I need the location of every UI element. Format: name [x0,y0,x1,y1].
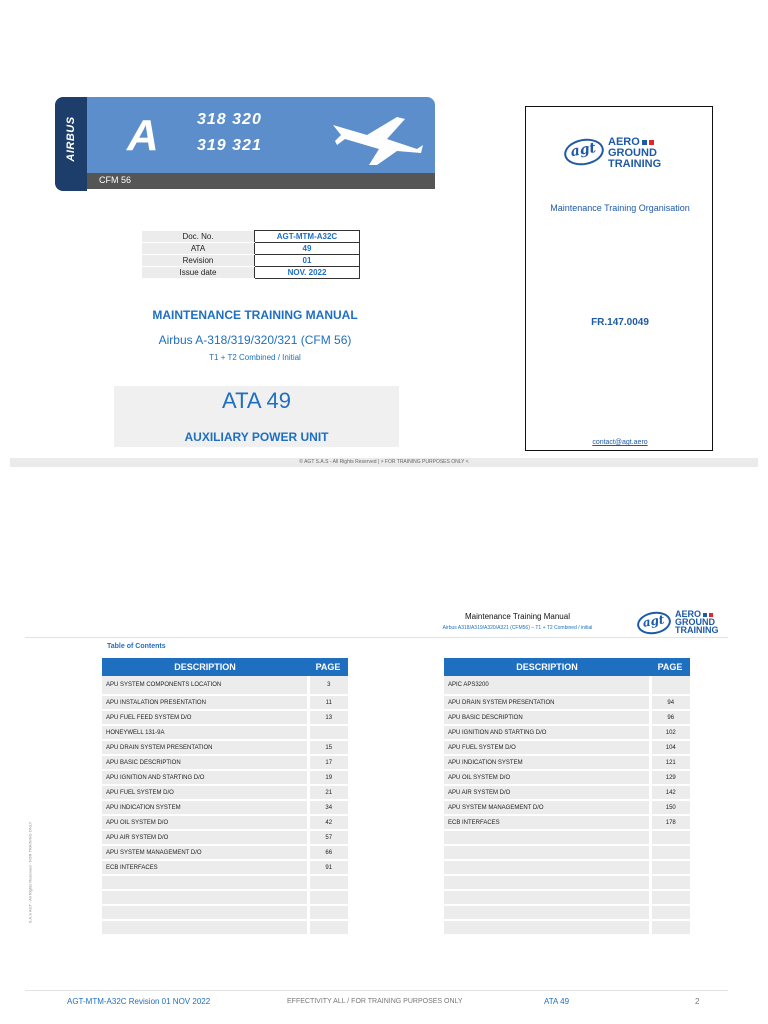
toc-row-description: APU DRAIN SYSTEM PRESENTATION [102,740,308,755]
toc-row [102,725,348,740]
toc-row-description [444,860,650,875]
toc-row-page [308,875,348,890]
contact-email-link[interactable]: contact@agt.aero [592,439,648,446]
toc-row-page: 66 [308,845,348,860]
banner-models-2: 319 321 [197,137,262,154]
toc-row [444,785,690,800]
toc-row [102,860,348,875]
copyright-text: © AGT S.A.S - All Rights Reserved | > FOR TRAINING PURPOSES ONLY < [299,459,469,465]
toc-row-page: 150 [650,800,690,815]
toc-row [444,905,690,920]
toc-row [444,845,690,860]
toc-row [444,676,690,695]
airbus-banner [55,97,435,191]
toc-row-description: APU SYSTEM MANAGEMENT D/O [444,800,650,815]
toc-row-description [444,830,650,845]
toc-header-page: PAGE [650,658,690,676]
toc-row-description: APU IGNITION AND STARTING D/O [102,770,308,785]
toc-row-description [444,905,650,920]
toc-row [444,875,690,890]
footer-doc-ref: AGT-MTM-A32C Revision 01 NOV 2022 [67,997,211,1006]
doc-info-label: ATA [142,243,255,255]
toc-row [444,755,690,770]
footer-page-number: 2 [695,997,700,1006]
toc-row-description: APU INDICATION SYSTEM [444,755,650,770]
toc-row [444,890,690,905]
toc-header-description: DESCRIPTION [102,658,308,676]
toc-table-left [102,658,348,936]
doc-info-value: AGT-MTM-A32C [255,231,360,243]
toc-row-page [650,920,690,935]
toc-row-description: APU INSTALATION PRESENTATION [102,695,308,710]
doc-info-row [142,231,360,243]
toc-row-description [444,920,650,935]
organisation-panel [525,106,713,451]
doc-info-row [142,255,360,267]
banner-side [55,97,87,191]
toc-row-page [308,905,348,920]
toc-row-description [102,875,308,890]
toc-row-page: 94 [650,695,690,710]
toc-row-page: 142 [650,785,690,800]
toc-row [444,695,690,710]
toc-row-description: APU AIR SYSTEM D/O [102,830,308,845]
toc-label: Table of Contents [107,643,166,650]
toc-row-description: APU DRAIN SYSTEM PRESENTATION [444,695,650,710]
toc-row-page: 15 [308,740,348,755]
toc-row [444,740,690,755]
toc-row-description: APU SYSTEM COMPONENTS LOCATION [102,676,308,695]
toc-row-page: 21 [308,785,348,800]
footer-divider [25,990,728,991]
engine-label: CFM 56 [99,175,132,185]
toc-row-description: APU BASIC DESCRIPTION [102,755,308,770]
header-subtitle: Airbus A318/A319/A320/A321 (CFM56) – T1 + T2 Combined / initial [442,625,593,631]
ata-title: ATA 49 [222,388,291,413]
toc-row [102,740,348,755]
toc-row-page: 104 [650,740,690,755]
toc-row-description: APU BASIC DESCRIPTION [444,710,650,725]
agt-logo-mark: agt [562,136,606,169]
toc-header-page: PAGE [308,658,348,676]
toc-row-page [308,920,348,935]
toc-row-description [444,890,650,905]
aircraft-subtitle: Airbus A-318/319/320/321 (CFM 56) [158,333,352,347]
doc-info-row [142,267,360,279]
toc-row-description: APU INDICATION SYSTEM [102,800,308,815]
toc-row-page: 19 [308,770,348,785]
manual-title: MAINTENANCE TRAINING MANUAL [152,308,358,322]
doc-info-label: Doc. No. [142,231,255,243]
toc-row-page [650,905,690,920]
banner-main [87,97,435,173]
toc-row [102,676,348,695]
toc-row [102,770,348,785]
toc-row-page [650,875,690,890]
toc-row-description: ECB INTERFACES [444,815,650,830]
toc-row-description: APU AIR SYSTEM D/O [444,785,650,800]
toc-row-page [650,845,690,860]
toc-row-page [650,676,690,695]
toc-row [444,860,690,875]
header-divider [25,637,728,638]
toc-row [444,800,690,815]
ata-box [114,386,399,447]
doc-info-label: Revision [142,255,255,267]
toc-row-page [308,890,348,905]
toc-row-description [444,845,650,860]
doc-info-value: 49 [255,243,360,255]
toc-row [102,785,348,800]
toc-row-page [650,890,690,905]
toc-row [102,905,348,920]
airbus-side-text: AIRBUS [65,116,77,162]
agt-logo-text: AERO GROUND TRAINING [675,609,719,635]
banner-letter: A [127,111,159,160]
agt-logo-mark: agt [635,609,672,637]
toc-row-page [308,725,348,740]
toc-row [102,710,348,725]
toc-row-description [444,875,650,890]
agt-logo-text: AERO GROUND TRAINING [608,136,662,170]
toc-row-page [650,830,690,845]
doc-info-row [142,243,360,255]
toc-row-description: APU IGNITION AND STARTING D/O [444,725,650,740]
toc-row [444,725,690,740]
footer-effectivity: EFFECTIVITY ALL / FOR TRAINING PURPOSES ONLY [287,998,463,1005]
toc-row-page [650,860,690,875]
toc-row-page: 102 [650,725,690,740]
doc-info-label: Issue date [142,267,255,279]
toc-row-page: 11 [308,695,348,710]
toc-row [102,890,348,905]
doc-info-value: 01 [255,255,360,267]
toc-row-description: APU FUEL FEED SYSTEM D/O [102,710,308,725]
ata-subtitle: AUXILIARY POWER UNIT [184,430,329,444]
toc-row [102,845,348,860]
toc-row-page: 57 [308,830,348,845]
toc-header-description: DESCRIPTION [444,658,650,676]
toc-row [102,695,348,710]
toc-row [102,815,348,830]
header-title: Maintenance Training Manual [465,612,570,621]
toc-row [102,875,348,890]
toc-row [444,815,690,830]
toc-row-page: 91 [308,860,348,875]
toc-row-page: 178 [650,815,690,830]
toc-row-page: 17 [308,755,348,770]
airplane-icon [327,105,427,177]
toc-row-page: 121 [650,755,690,770]
toc-row [102,920,348,935]
toc-row-description: APU SYSTEM MANAGEMENT D/O [102,845,308,860]
toc-table-right [444,658,690,936]
toc-row-page: 129 [650,770,690,785]
course-subtitle: T1 + T2 Combined / Initial [209,353,301,362]
toc-row-description: APU OIL SYSTEM D/O [102,815,308,830]
toc-row [444,920,690,935]
footer-ata: ATA 49 [544,997,570,1006]
toc-row-description [102,890,308,905]
toc-row-description: APU FUEL SYSTEM D/O [444,740,650,755]
document-info-table [142,230,360,279]
organisation-label: Maintenance Training Organisation [550,203,690,213]
toc-row [102,830,348,845]
toc-row-description: ECB INTERFACES [102,860,308,875]
toc-row-description: APU OIL SYSTEM D/O [444,770,650,785]
toc-row [444,770,690,785]
toc-row-page: 3 [308,676,348,695]
doc-info-value: NOV. 2022 [255,267,360,279]
toc-row-description: HONEYWELL 131-9A [102,725,308,740]
toc-row-page: 13 [308,710,348,725]
banner-models-1: 318 320 [197,111,262,128]
vertical-copyright-note: S.A.S AGT - All Rights Reserved - FOR TRAINING ONLY [27,821,33,924]
banner-strip [87,173,435,189]
toc-row-description: APIC APS3200 [444,676,650,695]
toc-row [102,755,348,770]
approval-number: FR.147.0049 [591,317,649,328]
toc-row [102,800,348,815]
toc-row-page: 42 [308,815,348,830]
toc-row-page: 34 [308,800,348,815]
toc-row-description [102,905,308,920]
agt-logo-small [637,610,732,638]
toc-row-page: 96 [650,710,690,725]
toc-row-description [102,920,308,935]
toc-row [444,710,690,725]
toc-row [444,830,690,845]
toc-row-description: APU FUEL SYSTEM D/O [102,785,308,800]
agt-logo [564,137,684,173]
